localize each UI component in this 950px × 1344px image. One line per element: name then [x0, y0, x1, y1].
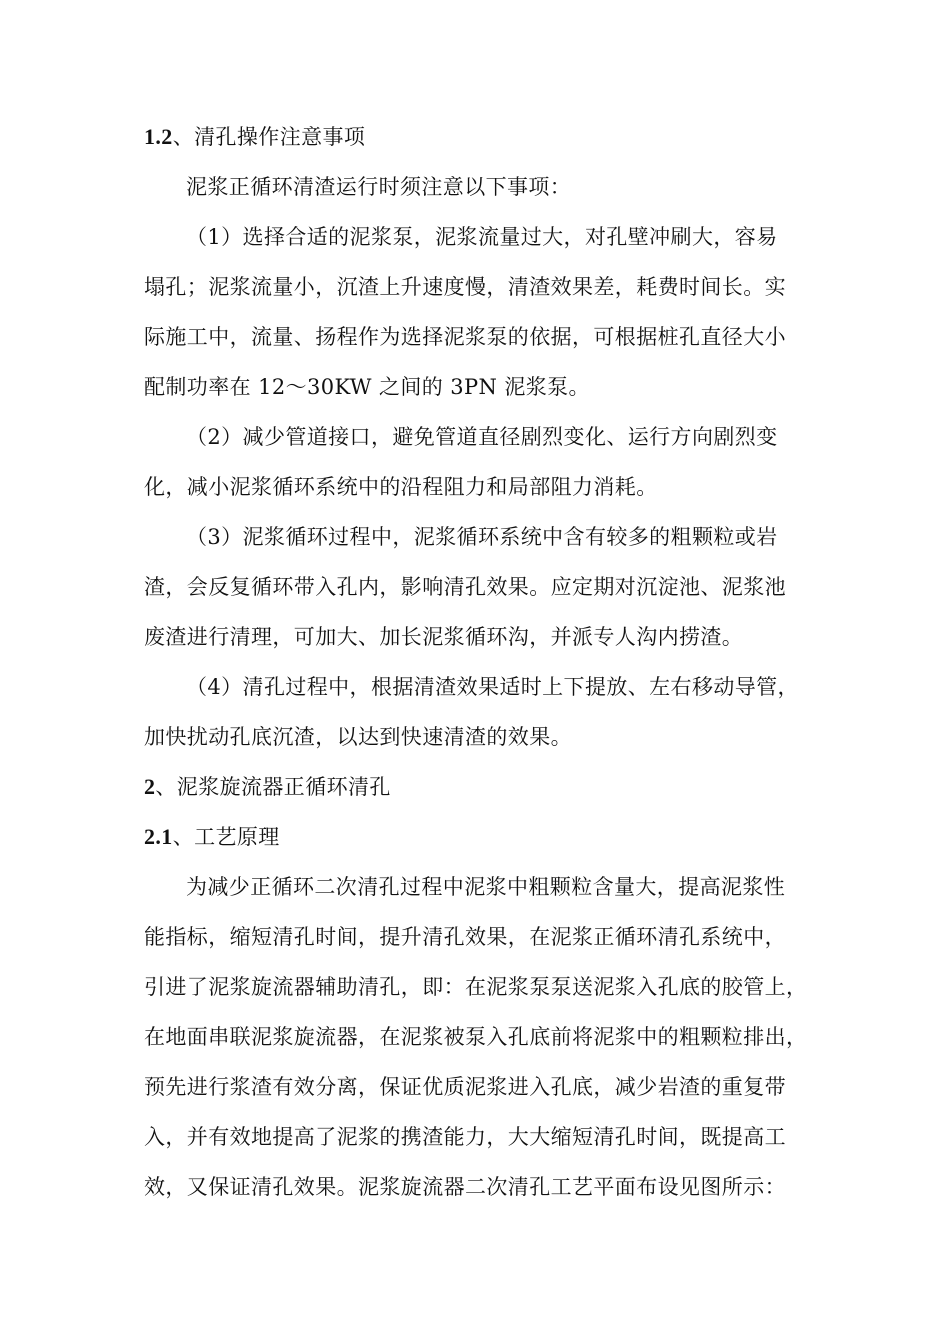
- paragraph-line: （3）泥浆循环过程中，泥浆循环系统中含有较多的粗颗粒或岩: [186, 525, 778, 549]
- paragraph-line: 渣，会反复循环带入孔内，影响清孔效果。应定期对沉淀池、泥浆池: [144, 575, 786, 599]
- paragraph-line: （1）选择合适的泥浆泵，泥浆流量过大，对孔壁冲刷大，容易: [186, 225, 778, 249]
- paragraph-line: 能指标，缩短清孔时间，提升清孔效果，在泥浆正循环清孔系统中，: [144, 925, 786, 949]
- paragraph-intro: 泥浆正循环清渣运行时须注意以下事项：: [186, 175, 572, 199]
- paragraph-line: 在地面串联泥浆旋流器，在泥浆被泵入孔底前将泥浆中的粗颗粒排出，: [144, 1025, 808, 1049]
- paragraph-line: （2）减少管道接口，避免管道直径剧烈变化、运行方向剧烈变: [186, 425, 778, 449]
- section-heading-1-2: [144, 112, 808, 162]
- section-title: 、泥浆旋流器正循环清孔: [155, 775, 391, 799]
- paragraph-line: 加快扰动孔底沉渣，以达到快速清渣的效果。: [144, 725, 572, 749]
- section-number: 1.2: [144, 124, 173, 149]
- section-number: 2: [144, 774, 156, 799]
- paragraph-line: 为减少正循环二次清孔过程中泥浆中粗颗粒含量大，提高泥浆性: [186, 875, 786, 899]
- paragraph-line: （4）清孔过程中，根据清渣效果适时上下提放、左右移动导管，: [186, 675, 799, 699]
- paragraph-line: 引进了泥浆旋流器辅助清孔，即：在泥浆泵泵送泥浆入孔底的胶管上，: [144, 975, 808, 999]
- section-heading-2: [144, 762, 808, 812]
- document-body: [144, 112, 808, 1212]
- section-heading-2-1: [144, 812, 808, 862]
- paragraph-line: 效，又保证清孔效果。泥浆旋流器二次清孔工艺平面布设见图所示：: [144, 1175, 786, 1199]
- paragraph-line: 配制功率在 12～30KW 之间的 3PN 泥浆泵。: [144, 375, 590, 399]
- paragraph-line: 化，减小泥浆循环系统中的沿程阻力和局部阻力消耗。: [144, 475, 658, 499]
- paragraph-line: 预先进行浆渣有效分离，保证优质泥浆进入孔底，减少岩渣的重复带: [144, 1075, 786, 1099]
- paragraph-line: 塌孔；泥浆流量小，沉渣上升速度慢，清渣效果差，耗费时间长。实: [144, 275, 786, 299]
- section-number: 2.1: [144, 824, 173, 849]
- paragraph-line: 入，并有效地提高了泥浆的携渣能力，大大缩短清孔时间，既提高工: [144, 1125, 786, 1149]
- section-title: 、工艺原理: [172, 825, 280, 849]
- section-title: 、清孔操作注意事项: [172, 125, 366, 149]
- paragraph-line: 废渣进行清理，可加大、加长泥浆循环沟，并派专人沟内捞渣。: [144, 625, 744, 649]
- paragraph-line: 际施工中，流量、扬程作为选择泥浆泵的依据，可根据桩孔直径大小: [144, 325, 786, 349]
